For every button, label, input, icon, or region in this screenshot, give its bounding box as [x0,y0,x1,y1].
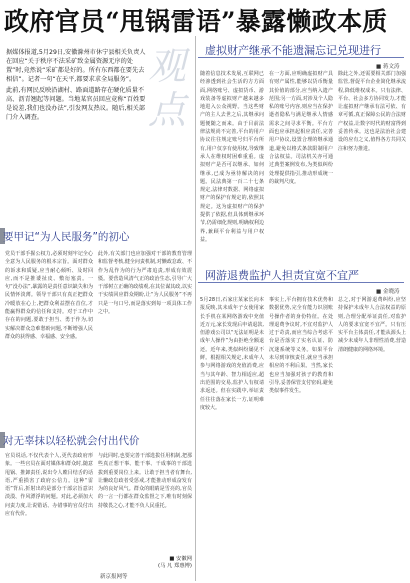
second-article-col3: 总之,对于网游退费纠纷,应坚持保护未成年人合法权益的原则,合理分配举证责任,对监护人的要求宜宽不宜严。只有压实平台主体责任,才能从源头上减少未成年人非理性消费,营造清朗健康的网络环境。 [338,297,406,353]
lead-text-2: 此前,有网民反映沿湖村、路面道路存在硬化质量不高、沥青翘起等问题。当地某官员回应竟称“百姓要是说差,我们也没办法”,引发网友热议。随后,相关部门介入调查。 [6,87,146,121]
main-article-col3: 除此之外,还需要相关部门加强监管,督促平台企业简化继承流程,降低维权成本。只有法律、平台、社会多方协同发力,才能让虚拟财产继承有法可依、有章可循,真正保障公民的合法财产权益,让数字时代的财富得到妥善传承。这也是法治社会建设的应有之义,值得各方共同关注和努力推进。 [338,71,406,152]
left-low-note: 新京报网等 [100,574,128,580]
column-watermark: 观点 [148,44,187,132]
second-article-title: 网游退费监护人担责宜宽不宜严 [205,269,359,282]
second-article-col1: 5月28日,石家庄某家长向本报反映,其未成年子女使用家长手机在某网络游戏中充值近万元,家长发现后申请退款,但游戏公司以“无法证明是未成年人操作”为由拒绝全额退还。近年来,类似纠纷屡见不鲜。根据相关规定,未成年人参与网络游戏的充值消费,应当与其年龄、智力相适应,超出范围的交易,监护人有权请求返还。但在实践中,举证责任往往落在家长一方,证明难度较大。 [200,297,264,411]
left-low-signature: ■ 安徽网 (马 凡 郑惠博) [158,556,192,569]
main-article-col1: 随着信息技术发展,互联网已经渗透到社会生活的方方面面,网络账号、虚拟货币、游戏装备等虚拟财产越来越多地进入公众视野。当这些财产的主人去世之后,其继承问题便随之而来。由于目前法律法规尚不完善,平台的用户协议往往规定账号归平台所有,用户仅享有使用权,导致继承人在维权时困难重重。虚拟财产是否可以继承、如何继承,已成为亟待解决的问题。民法典第一百二十七条规定,法律对数据、网络虚拟财产的保护有规定的,依照其规定。这为虚拟财产的保护提供了依据,但具体到继承环节,仍需细化规则,明确权利边界,兼顾平台利益与用户权益。 [200,71,264,243]
second-article-col2: 事实上,平台拥有技术优势和数据优势,完全有能力识别账号操作者的身份特征。在处理退费争议时,不宜对监护人过于苛责,而应当综合考虑平台是否落实了实名认证、防沉迷系统等义务。如果平台未尽到审核责任,就应当承担相应的不利后果。当然,家长也应当加强对孩子的教育和引导,妥善保管支付密码,避免类似事件发生。 [269,297,333,395]
column-divider [195,36,196,581]
left-mid-col1: 党员干部手握公权力,必须时刻牢记全心全意为人民服务的根本宗旨。面对群众的诉求和质疑,应当耐心倾听、及时回应,而不是推诿扯皮、敷衍塞责。一句“没办法”,暴露的是责任意识缺失和为民情怀淡薄。领导干部只有真正把群众冷暖放在心上,把群众利益摆在首位,才能赢得群众的信任和支持。对于工作中存在的问题,要敢于担当、勇于作为,切实解决群众急难愁盼问题,不断增强人民群众的获得感、幸福感、安全感。 [5,251,93,340]
lead-text-1: 据媒体报道,5月29日,安徽滁州市休宁县相关负责人在回应“关于秩序不法采矿致金属资源无序的处置”时,竟然说“采矿都是好的。所有东西都在要先去相信”。记者一句“在天平,都要求求全局服务”。 [6,49,146,83]
main-article-title: 虚拟财产继承不能遗漏忘记兑现进行 [205,44,381,57]
left-mid-title: 要甲记“为人民服务”的初心 [3,231,130,243]
page-headline: 政府官员“甩锅雷语”暴露懒政本质 [4,7,388,36]
left-low-title: 对无辜抹以轻松就会付出代价 [3,435,140,447]
main-article-byline: ■ 蒋文涛 [376,64,400,70]
main-article-col2: 在一方面,应明确虚拟财产具有财产属性,能够以货币衡量其价值的部分,应当纳入遗产范围;另一方面,对涉及个人隐私的账号内容,则应当在保护逝者隐私与满足继承人情感需求之间寻求平衡。平台方面也应承担起相应责任,完善用户协议,设置合理的继承通道,避免以格式条款限制用户合法权益。司法机关亦可通过典型案例发布,为类似纠纷处理提供指引,推动形成统一的裁判尺度。 [269,71,333,185]
lead-paragraph [6,48,148,122]
left-low-col2: 与此同时,也要完善干部选拔任用机制,把那些真正想干事、能干事、干成事的干部选拔到重要岗位上来。让敢于担当者有舞台,让懒政怠政者受惩戒,才能推动形成奋发有为的良好风气。群众的眼睛是雪亮的,官员的一言一行都在群众监督之下,唯有时刻保持敬畏之心,才能不负人民重托。 [98,453,192,509]
left-mid-col2: 此外,有关部门也应加强对干部的教育管理和监督考核,健全问责机制,对懒政怠政、不作为乱作为的行为严肃追责,形成有效震慑。要营造风清气正的政治生态,引导广大干部树立正确的政绩观,在其位谋其政,以实干实绩回应群众期盼,让“为人民服务”不再只是一句口号,而是落实到每一项具体工作之中。 [98,251,192,316]
second-article-byline: ■ 金晓涛 [376,289,400,295]
left-low-col1: 官员说话,不仅代表个人,更代表政府形象。一些官员在面对媒体和群众时,随意甩锅、推卸责任,说出令人瞠目结舌的话语,严重损害了政府公信力。这种“雷语”背后,折射出的是部分干部宗旨意识淡漠、作风漂浮的问题。对此,必须加大问责力度,让说错话、办错事的官员付出应有代价。 [5,453,93,518]
